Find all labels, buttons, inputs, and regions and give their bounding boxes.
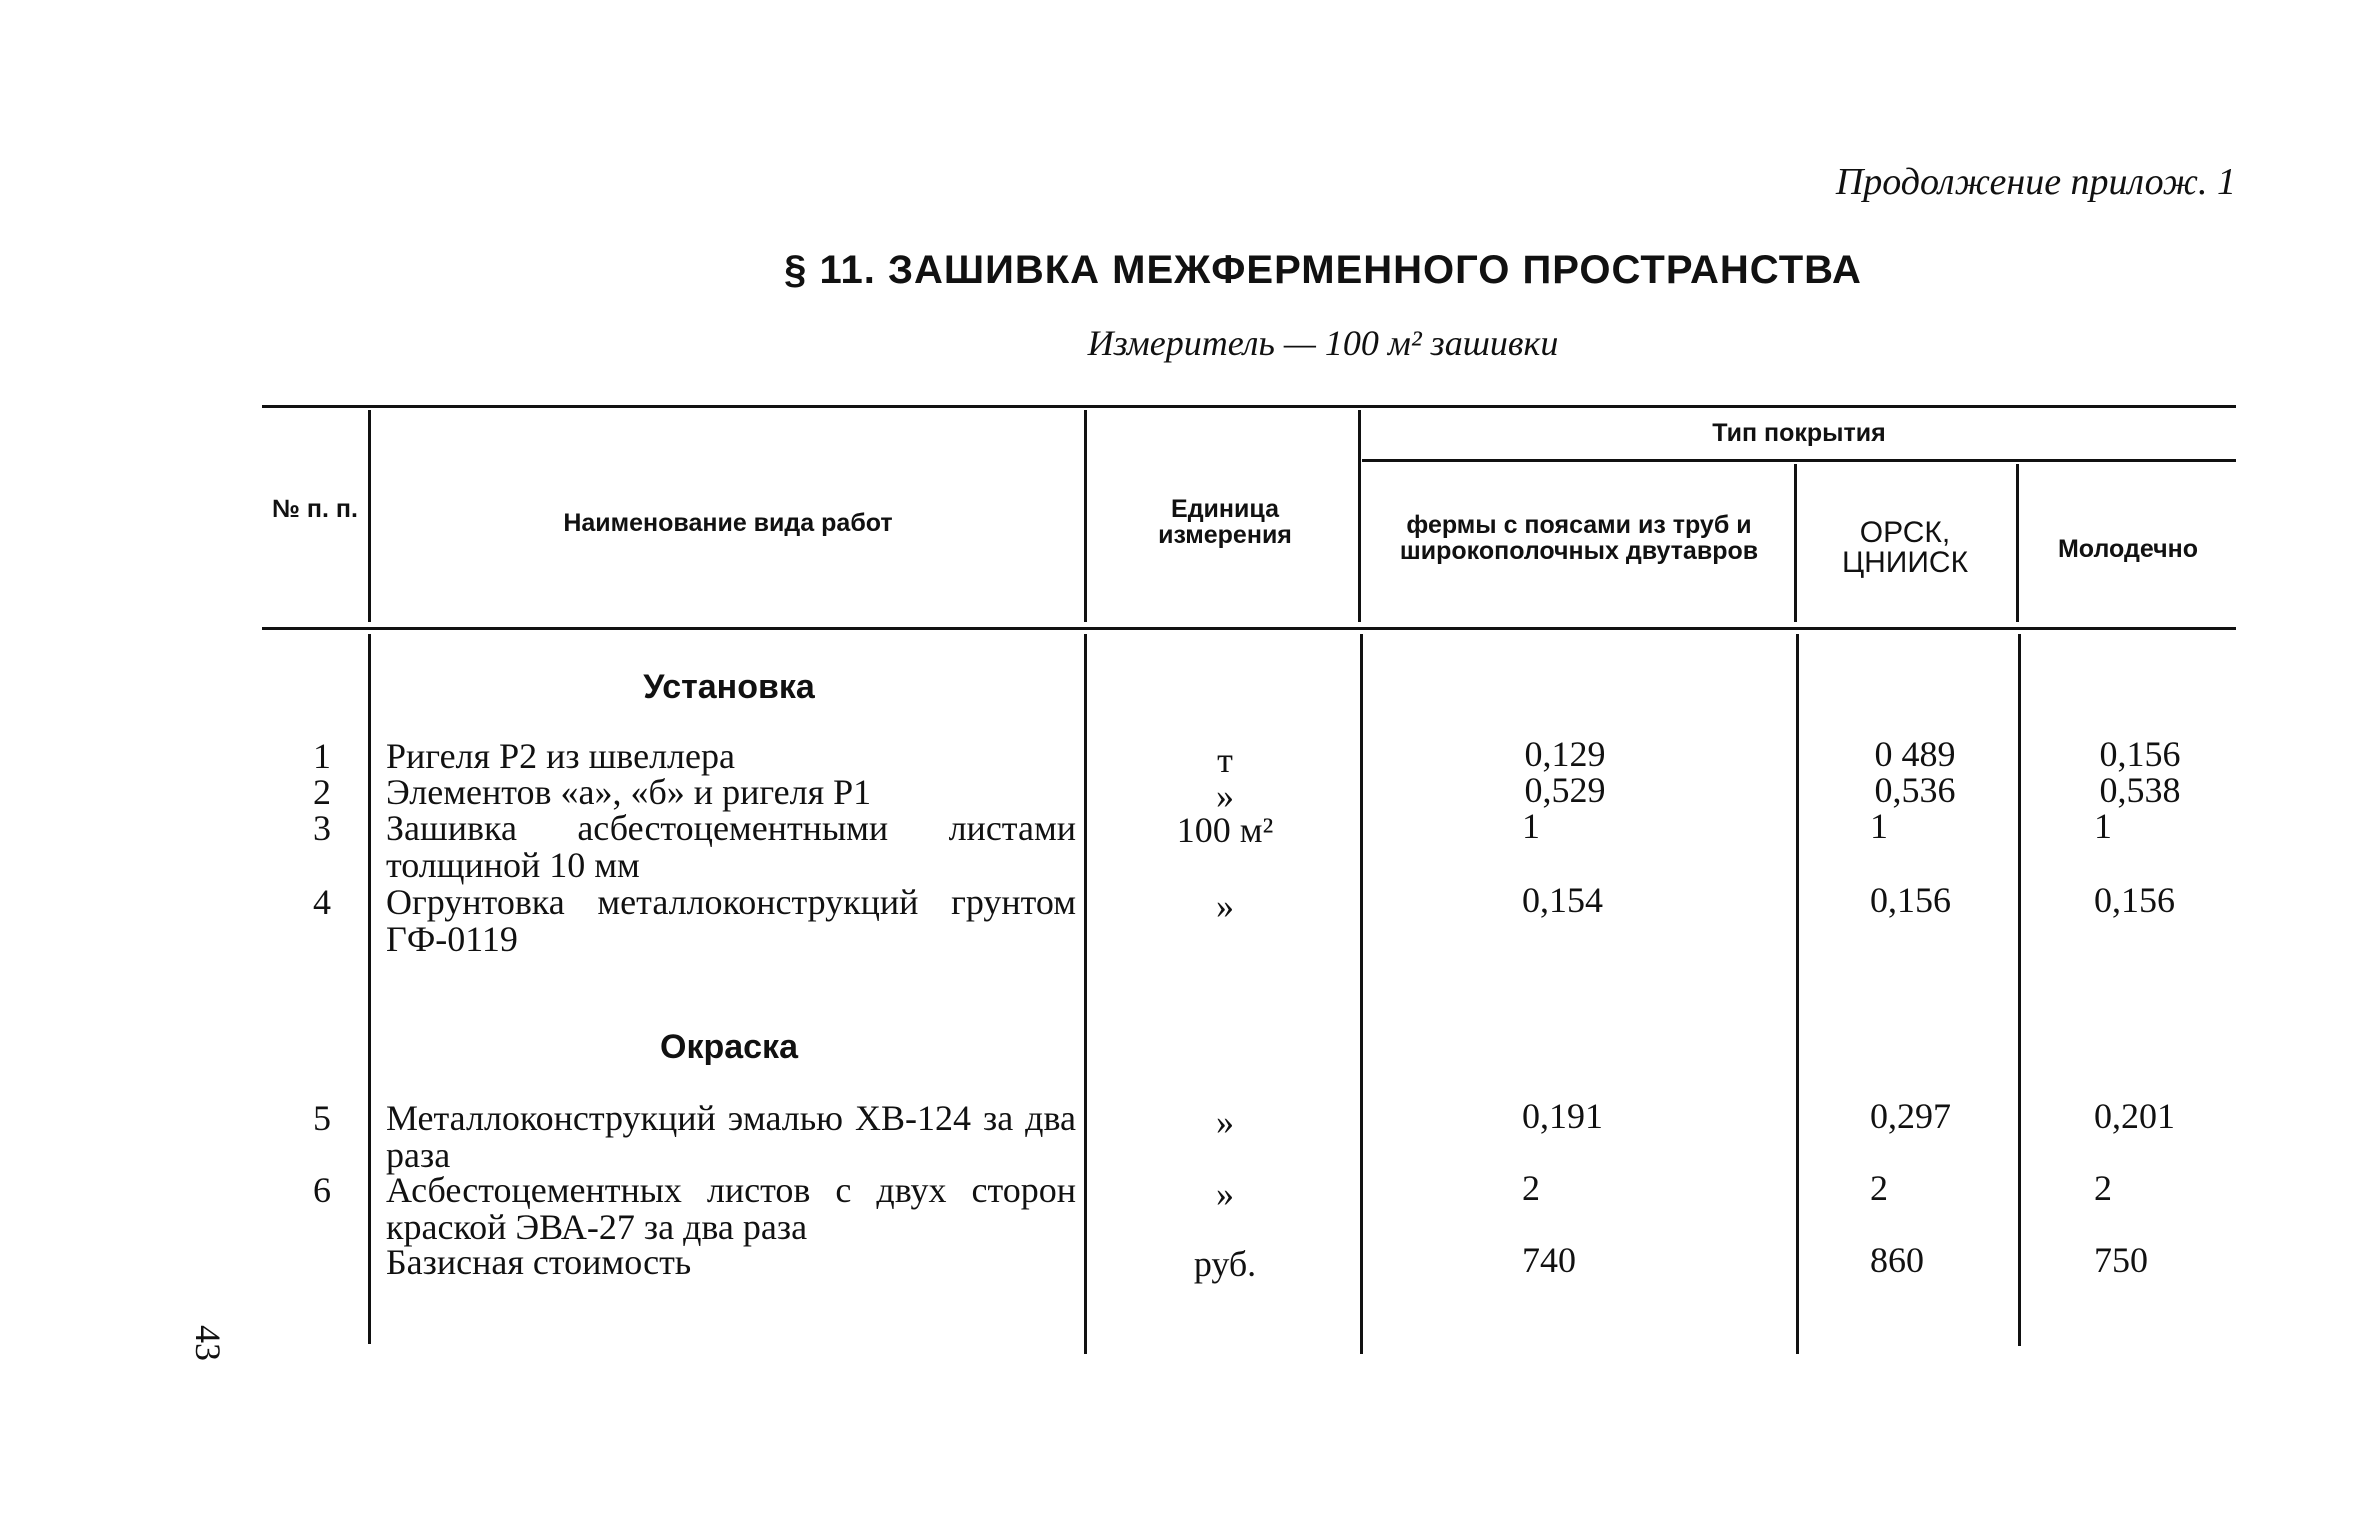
- row-num: 4: [313, 882, 331, 922]
- row-unit: 100 м²: [1176, 810, 1274, 850]
- col-divider-5: [2016, 464, 2019, 622]
- row-value-2: 2: [1870, 1168, 1888, 1208]
- row-value-3: 1: [2094, 806, 2112, 846]
- body-divider-4: [1796, 634, 1799, 1354]
- row-num: 2: [313, 772, 331, 812]
- row-name: Зашивка асбестоцементными листами толщиной 10 мм: [386, 808, 1076, 885]
- row-value-2: 0,297: [1870, 1096, 1951, 1136]
- row-value-1: 0,191: [1522, 1096, 1603, 1136]
- row-value-1: 1: [1522, 806, 1540, 846]
- row-num: 3: [313, 808, 331, 848]
- col-divider-4: [1794, 464, 1797, 622]
- row-name: Ригеля Р2 из швеллера: [386, 736, 735, 776]
- row-value-2: 0,536: [1874, 770, 1956, 810]
- row-num: 5: [313, 1098, 331, 1138]
- row-unit: »: [1216, 1174, 1234, 1214]
- col-header-num: № п. п.: [272, 495, 358, 523]
- row-unit: »: [1216, 776, 1234, 816]
- body-divider-2: [1084, 634, 1087, 1354]
- col-header-unit: Единица измерения: [1158, 495, 1292, 549]
- col-header-col1: фермы с поясами из труб и широкополочных двутавров: [1399, 511, 1759, 565]
- header-bottom-rule: [262, 627, 2236, 630]
- row-name: Огрунтовка металлоконструкций грунтом ГФ-0119: [386, 882, 1076, 959]
- row-name: Базисная стоимость: [386, 1242, 692, 1282]
- row-value-3: 750: [2094, 1240, 2148, 1280]
- col-divider-2: [1084, 410, 1087, 622]
- table-top-rule: [262, 405, 2236, 408]
- row-name: Элементов «а», «б» и ригеля Р1: [386, 772, 872, 812]
- row-value-3: 0,201: [2094, 1096, 2175, 1136]
- row-value-1: 0,529: [1524, 770, 1606, 810]
- row-unit: »: [1216, 886, 1234, 926]
- col-header-col2: ОРСК, ЦНИИСК: [1841, 516, 1969, 579]
- row-value-3: 0,156: [2094, 880, 2175, 920]
- section-title: Окраска: [660, 1028, 798, 1066]
- row-value-2: 860: [1870, 1240, 1924, 1280]
- row-value-2: 1: [1870, 806, 1888, 846]
- row-name: Металлоконструкций эмалью ХВ-124 за два раза: [386, 1098, 1076, 1175]
- row-value-3: 0,538: [2099, 770, 2181, 810]
- continuation-note: Продолжение прилож. 1: [1835, 161, 2236, 203]
- col-header-col3: Молодечно: [2057, 535, 2198, 563]
- row-value-1: 0,154: [1522, 880, 1603, 920]
- col-divider-3: [1358, 410, 1361, 622]
- row-value-1: 2: [1522, 1168, 1540, 1208]
- page-title: § 11. ЗАШИВКА МЕЖФЕРМЕННОГО ПРОСТРАНСТВА: [784, 248, 1862, 292]
- row-unit: »: [1216, 1102, 1234, 1142]
- row-num: 6: [313, 1170, 331, 1210]
- row-value-2: 0 489: [1874, 734, 1956, 774]
- section-title: Установка: [643, 668, 815, 706]
- row-unit: руб.: [1193, 1244, 1257, 1284]
- row-value-1: 740: [1522, 1240, 1576, 1280]
- row-value-3: 2: [2094, 1168, 2112, 1208]
- col-header-group: Тип покрытия: [1712, 419, 1886, 447]
- row-unit: т: [1217, 740, 1233, 780]
- row-value-2: 0,156: [1870, 880, 1951, 920]
- row-num: 1: [313, 736, 331, 776]
- group-header-rule: [1362, 459, 2236, 462]
- body-divider-3: [1360, 634, 1363, 1354]
- row-value-3: 0,156: [2099, 734, 2181, 774]
- row-name: Асбестоцементных листов с двух сторон краской ЭВА-27 за два раза: [386, 1170, 1076, 1247]
- col-header-name: Наименование вида работ: [563, 509, 893, 537]
- col-divider-1: [368, 410, 371, 622]
- page-number: 43: [188, 1325, 228, 1361]
- measure-subtitle: Измеритель — 100 м² зашивки: [1087, 323, 1559, 363]
- row-value-1: 0,129: [1524, 734, 1606, 774]
